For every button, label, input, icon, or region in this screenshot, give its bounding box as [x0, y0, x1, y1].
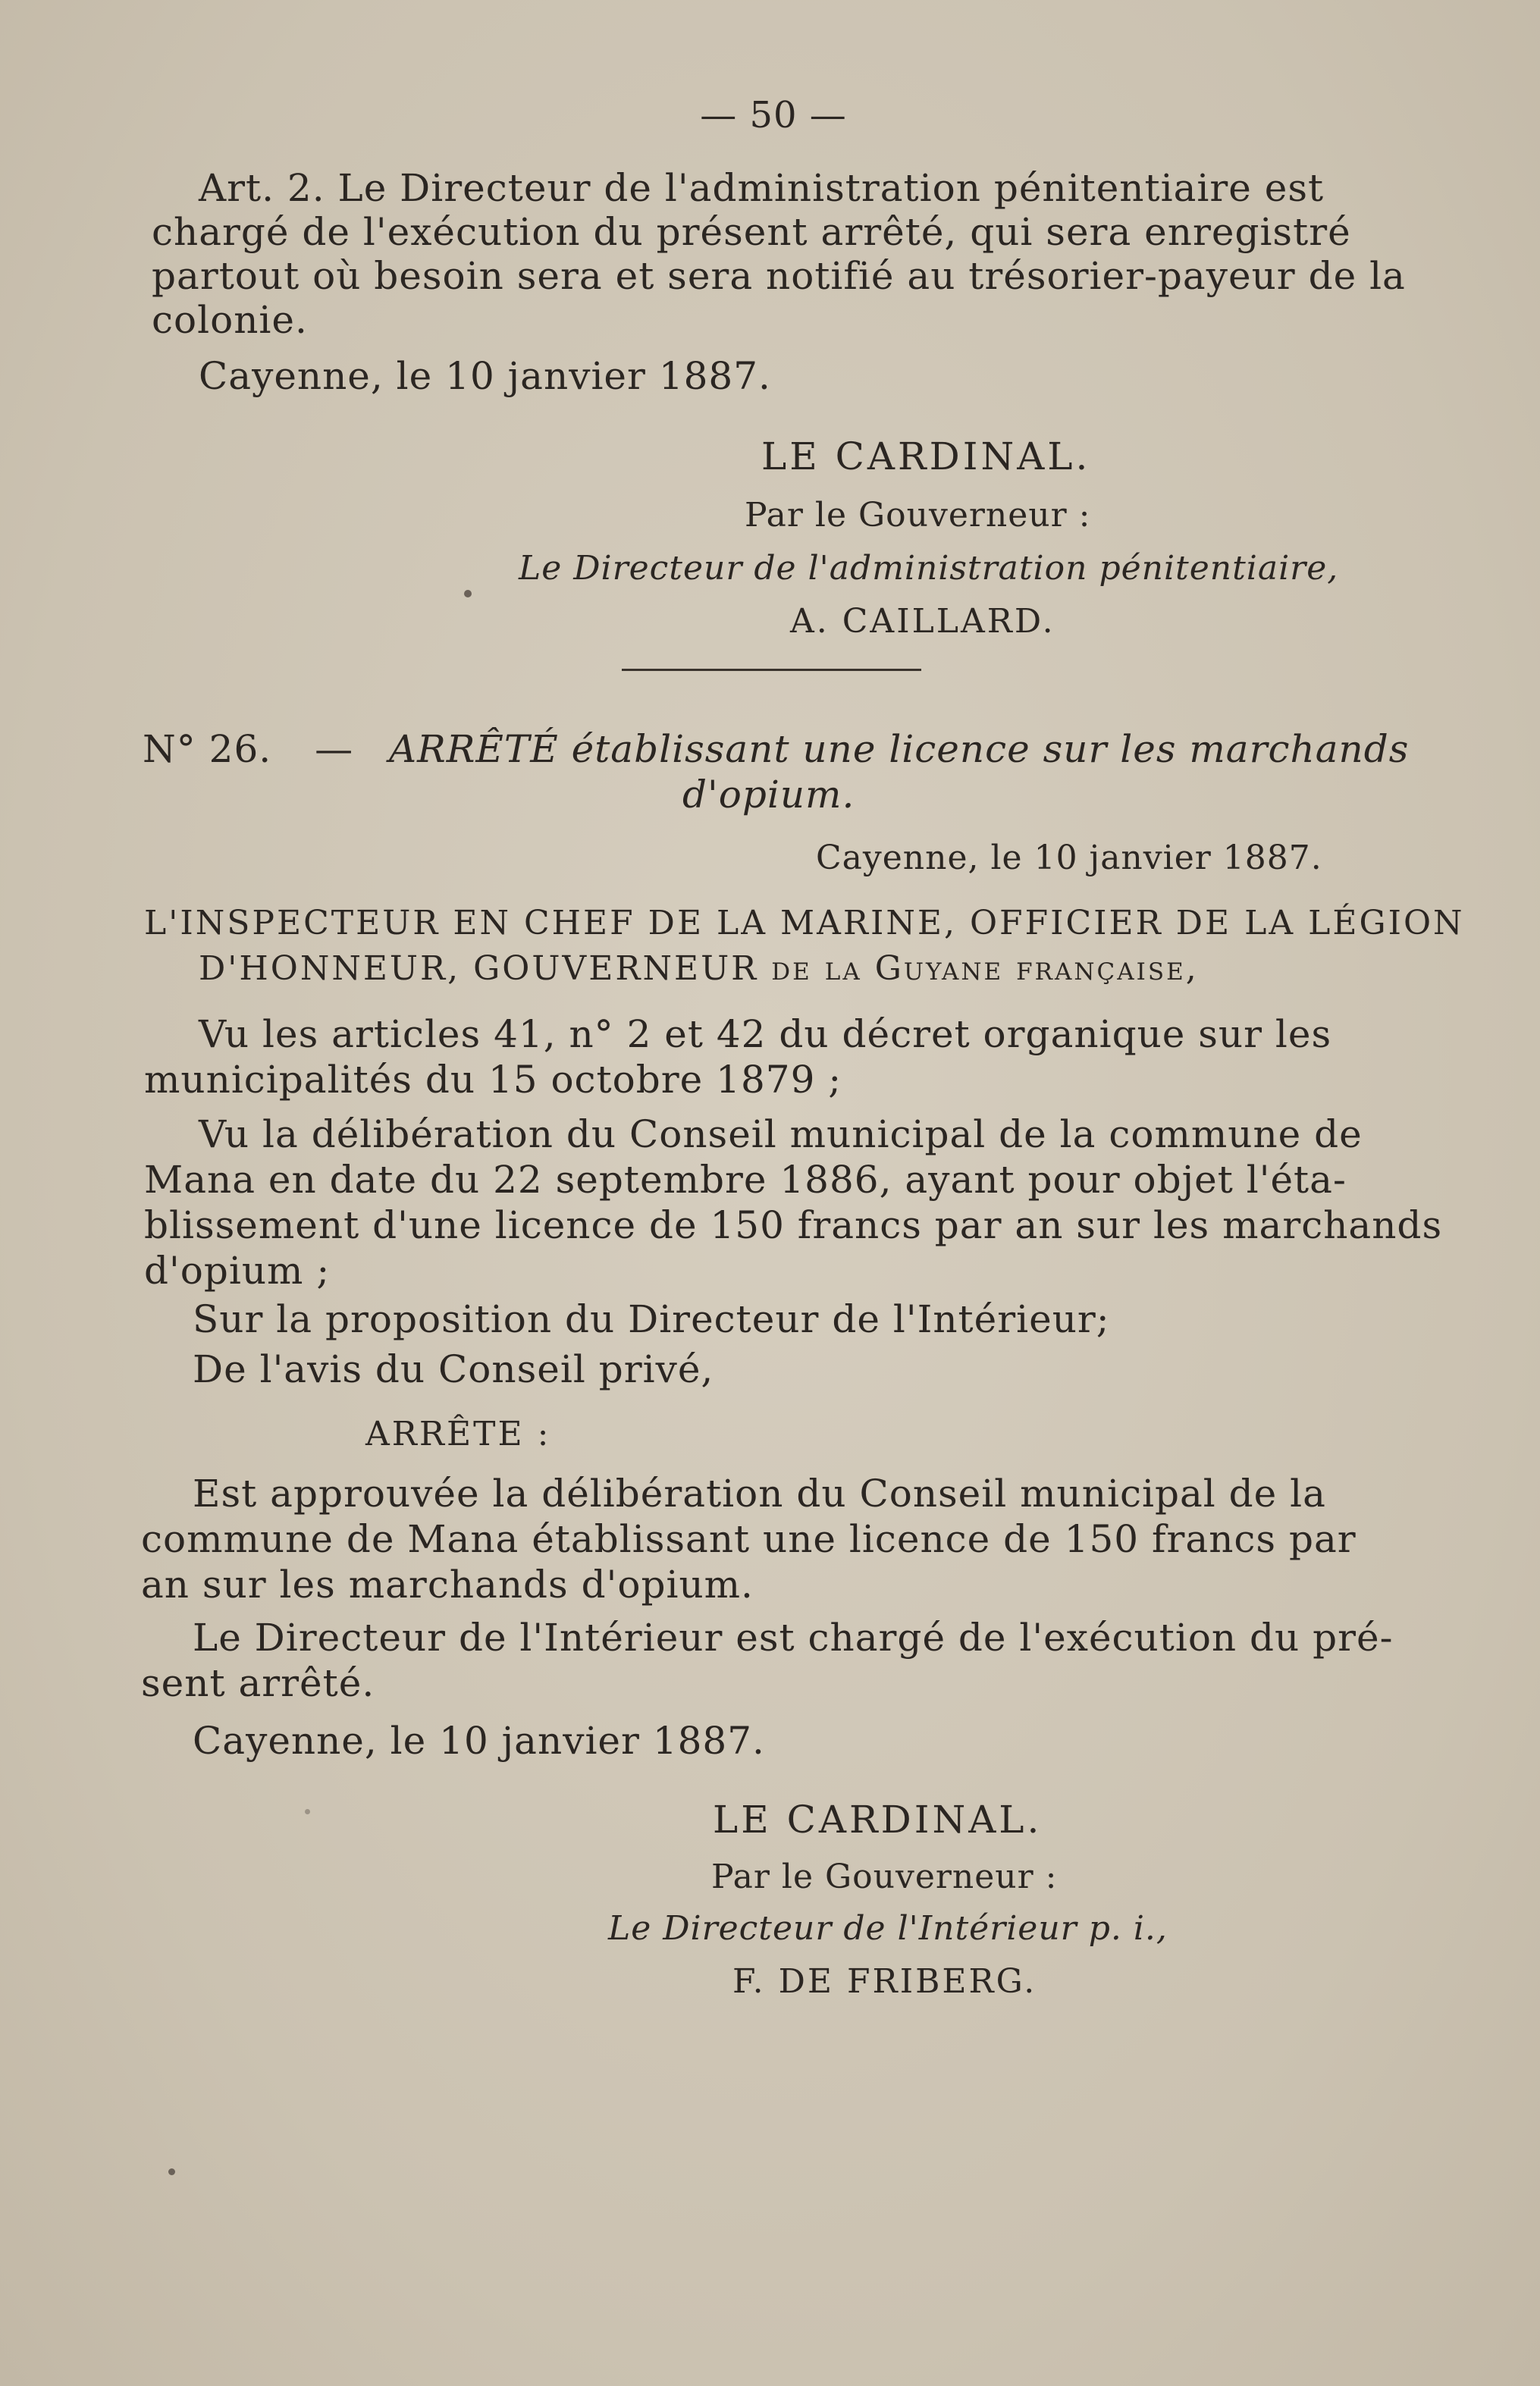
decree-title-line-2: d'opium. — [682, 773, 855, 817]
vu-2-line-2: Mana en date du 22 septembre 1886, ayant pour objet l'éta- — [144, 1158, 1347, 1202]
decree-number: N° 26. — [143, 727, 272, 771]
decree-title-line-1: ARRÊTÉ établissant une licence sur les marchands — [388, 727, 1410, 771]
body-1-line-1: Est approuvée la délibération du Conseil municipal de la — [193, 1472, 1326, 1516]
vu-1-line-2: municipalités du 15 octobre 1879 ; — [144, 1058, 842, 1102]
article-2-line-3: partout où besoin sera et sera notifié au trésorier-payeur de la — [152, 254, 1406, 298]
signature-1-name: LE CARDINAL. — [761, 434, 1091, 478]
body-2-line-1: Le Directeur de l'Intérieur est chargé de l'exécution du pré- — [193, 1616, 1394, 1660]
body-1-line-3: an sur les marchands d'opium. — [141, 1563, 754, 1607]
article-2-date: Cayenne, le 10 janvier 1887. — [199, 354, 771, 398]
signature-2-par: Par le Gouverneur : — [711, 1858, 1058, 1896]
sur-proposition: Sur la proposition du Directeur de l'Intérieur; — [193, 1297, 1110, 1341]
article-2-line-4: colonie. — [152, 298, 308, 342]
arrete-heading: ARRÊTE : — [365, 1415, 551, 1453]
avis-conseil: De l'avis du Conseil privé, — [193, 1347, 714, 1391]
body-2-line-2: sent arrêté. — [141, 1661, 375, 1705]
signature-1-role: Le Directeur de l'administration pénitentiaire, — [519, 549, 1339, 588]
signature-2-role: Le Directeur de l'Intérieur p. i., — [608, 1909, 1168, 1948]
section-divider — [622, 669, 921, 671]
article-2-line-2: chargé de l'exécution du présent arrêté, qui sera enregistré — [152, 210, 1351, 254]
signature-1-signer: A. CAILLARD. — [790, 602, 1055, 641]
signature-1-par: Par le Gouverneur : — [745, 496, 1091, 535]
signature-2-signer: F. DE FRIBERG. — [732, 1962, 1037, 2001]
vu-2-line-4: d'opium ; — [144, 1249, 331, 1293]
vu-1-line-1: Vu les articles 41, n° 2 et 42 du décret organique sur les — [199, 1012, 1332, 1056]
page-number: — 50 — — [700, 94, 847, 136]
decree-issuer-line-1: L'INSPECTEUR EN CHEF DE LA MARINE, OFFICIER DE LA LÉGION — [144, 904, 1465, 942]
article-2-line-1: Art. 2. Le Directeur de l'administration pénitentiaire est — [199, 166, 1325, 210]
paper-speck — [305, 1809, 310, 1814]
vu-2-line-1: Vu la délibération du Conseil municipal de la commune de — [199, 1112, 1363, 1156]
decree-dash: — — [315, 727, 354, 771]
decree-issuer-line-2: D'HONNEUR, GOUVERNEUR de la Guyane française, — [199, 949, 1199, 988]
decree-closing-date: Cayenne, le 10 janvier 1887. — [193, 1719, 765, 1763]
paper-speck — [168, 2168, 175, 2175]
decree-date: Cayenne, le 10 janvier 1887. — [816, 839, 1322, 877]
paper-speck — [464, 590, 472, 597]
decree-number-line — [143, 726, 1409, 772]
vu-2-line-3: blissement d'une licence de 150 francs par an sur les marchands — [144, 1203, 1443, 1247]
body-1-line-2: commune de Mana établissant une licence de 150 francs par — [141, 1517, 1357, 1561]
signature-2-name: LE CARDINAL. — [713, 1798, 1043, 1842]
